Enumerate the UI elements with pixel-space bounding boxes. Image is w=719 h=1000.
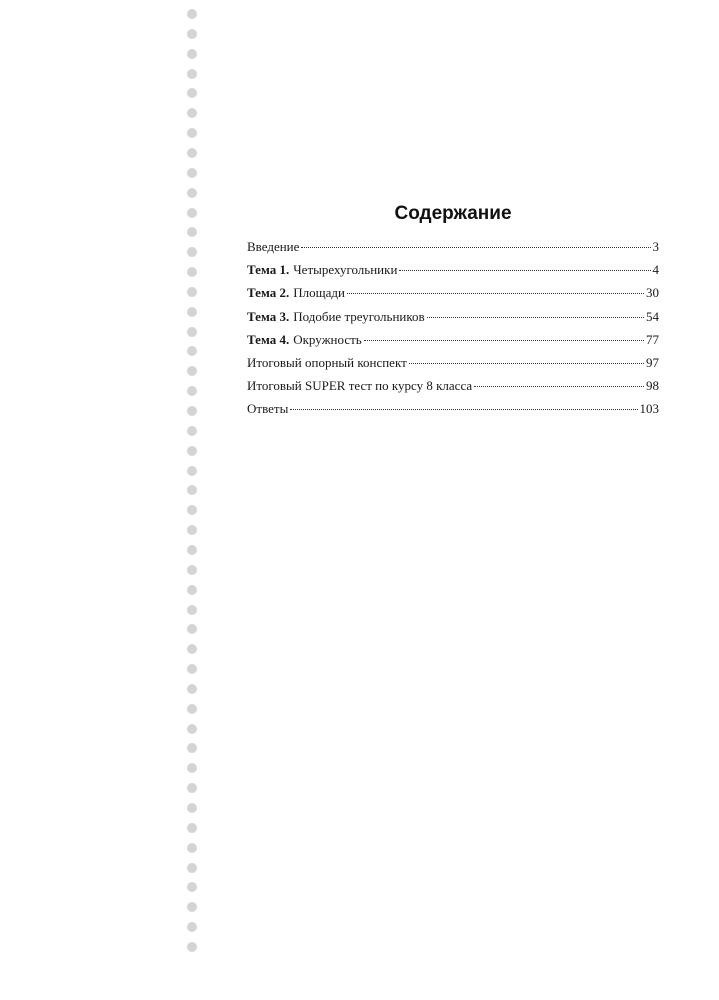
binding-hole — [187, 843, 197, 853]
binding-hole — [187, 466, 197, 476]
toc-entry-prefix: Тема 1. — [247, 262, 290, 278]
toc-entry-answers[interactable] — [247, 399, 659, 422]
dot-leader — [290, 409, 637, 410]
toc-entry-summary[interactable] — [247, 353, 659, 376]
binding-hole — [187, 922, 197, 932]
binding-hole — [187, 307, 197, 317]
toc-entry-page: 103 — [639, 401, 659, 417]
toc-entry-label — [247, 237, 299, 257]
toc-entry-page: 54 — [646, 308, 659, 324]
toc-entry-page: 98 — [646, 378, 659, 394]
binding-hole — [187, 823, 197, 833]
toc-title: Содержание — [394, 203, 512, 224]
binding-hole — [187, 624, 197, 634]
binding-hole — [187, 763, 197, 773]
binding-hole — [187, 724, 197, 734]
binding-hole — [187, 108, 197, 118]
binding-hole — [187, 585, 197, 595]
toc-entry-topic-1[interactable] — [247, 260, 659, 283]
binding-hole — [187, 644, 197, 654]
spiral-binding — [184, 9, 200, 959]
binding-hole — [187, 446, 197, 456]
toc-entry-topic-2[interactable] — [247, 283, 659, 306]
toc-entry-title: Итоговый SUPER тест по курсу 8 класса — [247, 378, 473, 394]
binding-hole — [187, 783, 197, 793]
dot-leader — [427, 317, 644, 318]
binding-hole — [187, 247, 197, 257]
toc-entry-title: Итоговый опорный конспект — [247, 354, 407, 370]
binding-hole — [187, 406, 197, 416]
binding-hole — [187, 664, 197, 674]
dot-leader — [301, 247, 650, 248]
binding-hole — [187, 882, 197, 892]
binding-hole — [187, 69, 197, 79]
toc-entry-topic-3[interactable] — [247, 307, 659, 330]
toc-entry-page: 4 — [652, 262, 659, 278]
dot-leader — [399, 270, 650, 271]
toc-entry-page: 97 — [646, 354, 659, 370]
toc-entry-title: Окружность — [293, 331, 362, 347]
binding-hole — [187, 704, 197, 714]
binding-hole — [187, 863, 197, 873]
dot-leader — [347, 293, 644, 294]
binding-hole — [187, 366, 197, 376]
table-of-contents — [247, 237, 659, 423]
toc-entry-title: Ответы — [247, 401, 289, 417]
binding-hole — [187, 168, 197, 178]
toc-entry-topic-4[interactable] — [247, 330, 659, 353]
binding-hole — [187, 267, 197, 277]
toc-entry-label — [247, 330, 362, 350]
toc-entry-prefix: Тема 2. — [247, 285, 290, 301]
binding-hole — [187, 49, 197, 59]
binding-hole — [187, 287, 197, 297]
toc-entry-title: Введение — [247, 239, 300, 254]
binding-hole — [187, 426, 197, 436]
binding-hole — [187, 188, 197, 198]
toc-entry-label — [247, 283, 345, 303]
binding-hole — [187, 227, 197, 237]
toc-entry-prefix: Тема 4. — [247, 331, 290, 347]
binding-hole — [187, 505, 197, 515]
toc-entry-prefix: Тема 3. — [247, 308, 290, 324]
binding-hole — [187, 148, 197, 158]
binding-hole — [187, 525, 197, 535]
binding-hole — [187, 327, 197, 337]
toc-entry-label — [247, 376, 472, 396]
binding-hole — [187, 128, 197, 138]
toc-entry-page: 30 — [646, 285, 659, 301]
toc-entry-page: 3 — [652, 239, 659, 254]
binding-hole — [187, 565, 197, 575]
binding-hole — [187, 902, 197, 912]
binding-hole — [187, 29, 197, 39]
toc-entry-title: Четырехугольники — [293, 262, 398, 278]
toc-entry-label — [247, 260, 397, 280]
binding-hole — [187, 485, 197, 495]
dot-leader — [409, 363, 644, 364]
binding-hole — [187, 684, 197, 694]
toc-entry-title: Подобие треугольников — [293, 308, 425, 324]
toc-entry-label — [247, 399, 288, 419]
toc-entry-label — [247, 307, 425, 327]
toc-entry-page: 77 — [646, 331, 659, 347]
binding-hole — [187, 208, 197, 218]
dot-leader — [364, 340, 644, 341]
dot-leader — [474, 386, 644, 387]
toc-entry-title: Площади — [293, 285, 345, 301]
binding-hole — [187, 743, 197, 753]
binding-hole — [187, 88, 197, 98]
toc-entry-label — [247, 353, 407, 373]
toc-entry-introduction[interactable] — [247, 237, 659, 260]
toc-entry-final-test[interactable] — [247, 376, 659, 399]
binding-hole — [187, 545, 197, 555]
binding-hole — [187, 386, 197, 396]
binding-hole — [187, 9, 197, 19]
binding-hole — [187, 942, 197, 952]
binding-hole — [187, 346, 197, 356]
binding-hole — [187, 605, 197, 615]
binding-hole — [187, 803, 197, 813]
